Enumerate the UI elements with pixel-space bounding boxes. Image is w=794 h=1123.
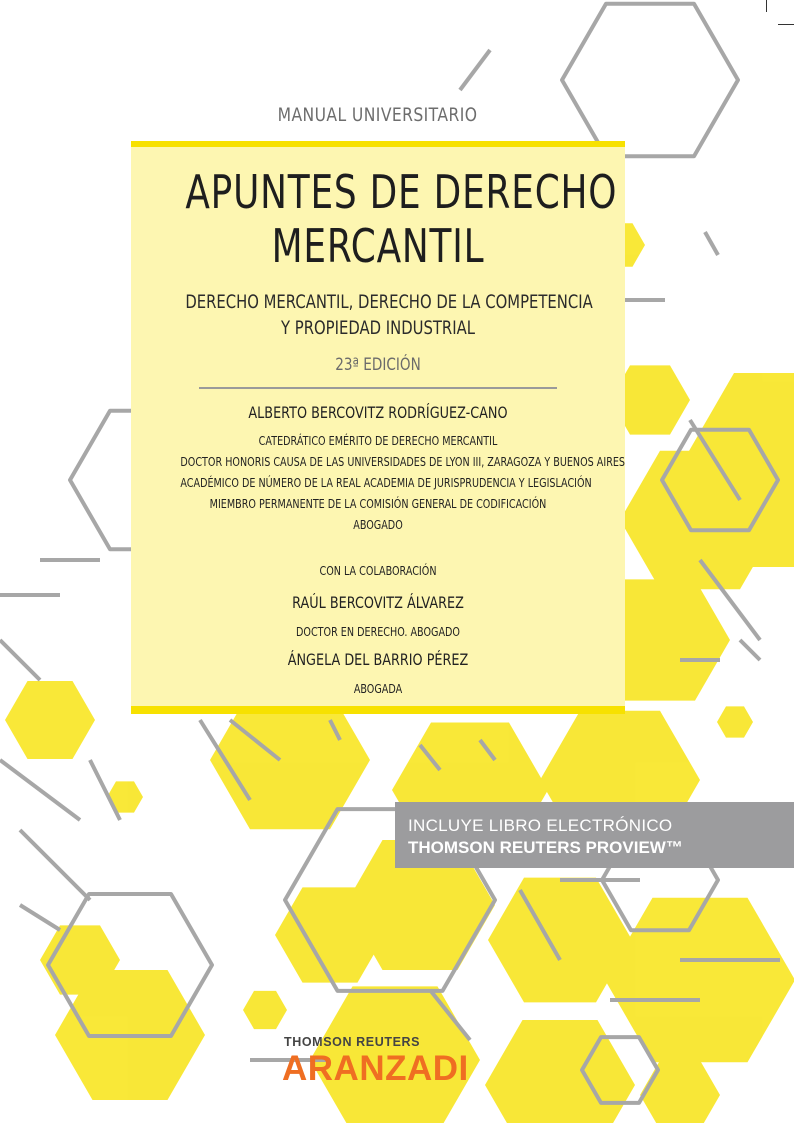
yellow-hexagon	[243, 991, 287, 1029]
yellow-hexagon	[717, 706, 753, 737]
yellow-hexagon	[5, 681, 95, 759]
book-title-line-1: APUNTES DE DERECHO	[185, 165, 618, 219]
gray-line-segment	[20, 905, 60, 930]
book-title-line-2: MERCANTIL	[271, 219, 485, 273]
collaborator-name: ÁNGELA DEL BARRIO PÉREZ	[287, 650, 469, 669]
gray-line-segment	[20, 830, 90, 900]
edition: 23ª EDICIÓN	[335, 355, 421, 375]
author-credential: ABOGADO	[353, 518, 403, 532]
collaboration-label: CON LA COLABORACIÓN	[319, 564, 437, 578]
gray-line-segment	[460, 50, 490, 90]
gray-line-segment	[705, 232, 718, 255]
gray-line-segment	[740, 640, 760, 660]
crop-mark	[778, 24, 794, 25]
gray-line-segment	[0, 640, 40, 680]
gray-line-hexagon	[562, 4, 738, 156]
series-label: MANUAL UNIVERSITARIO	[277, 104, 478, 126]
author-credential: CATEDRÁTICO EMÉRITO DE DERECHO MERCANTIL	[258, 434, 498, 448]
ebook-banner	[395, 802, 794, 868]
author-credential: ACADÉMICO DE NÚMERO DE LA REAL ACADEMIA DE JURISPRUDENCIA Y LEGISLACIÓN	[180, 476, 592, 490]
subtitle-line-2: Y PROPIEDAD INDUSTRIAL	[280, 317, 475, 339]
author-name: ALBERTO BERCOVITZ RODRÍGUEZ-CANO	[248, 403, 508, 422]
divider	[199, 387, 557, 389]
gray-line-segment	[0, 760, 80, 820]
collaborator-role: ABOGADA	[353, 682, 403, 696]
publisher-imprint-logo: ARANZADI	[282, 1049, 469, 1088]
author-credential: MIEMBRO PERMANENTE DE LA COMISIÓN GENERAL DE CODIFICACIÓN	[209, 497, 547, 511]
yellow-hexagon	[640, 1060, 720, 1123]
crop-mark	[766, 0, 767, 12]
collaborator-role: DOCTOR EN DERECHO. ABOGADO	[296, 625, 460, 639]
publisher-parent: THOMSON REUTERS	[284, 1035, 421, 1049]
author-credential: DOCTOR HONORIS CAUSA DE LAS UNIVERSIDADES DE LYON III, ZARAGOZA Y BUENOS AIRES	[180, 455, 626, 469]
ebook-banner-line-2: THOMSON REUTERS PROVIEW™	[408, 838, 683, 857]
title-panel	[131, 141, 625, 714]
collaborator-name: RAÚL BERCOVITZ ÁLVAREZ	[292, 593, 464, 612]
subtitle-line-1: DERECHO MERCANTIL, DERECHO DE LA COMPETENCIA	[185, 291, 593, 313]
ebook-banner-line-1: INCLUYE LIBRO ELECTRÓNICO	[408, 816, 673, 835]
